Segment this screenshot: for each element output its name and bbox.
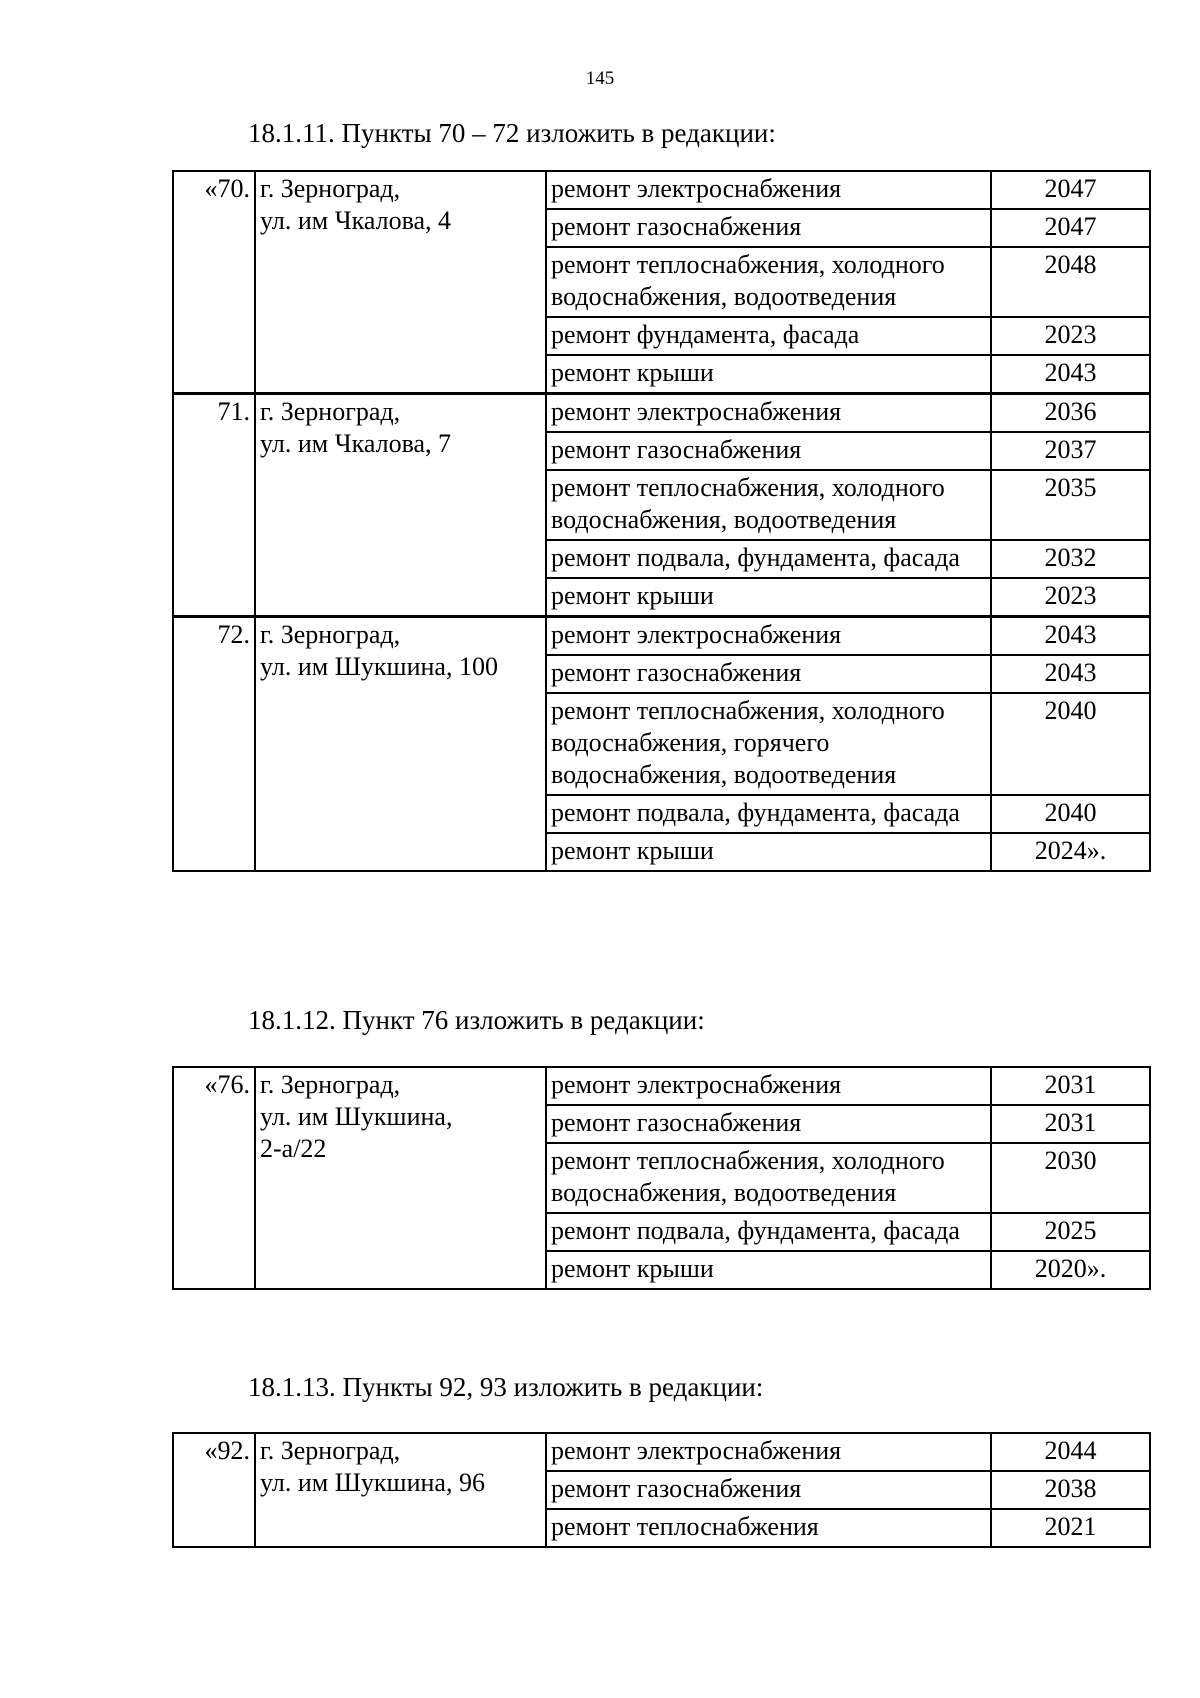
item-address: г. Зерноград, ул. им Шукшина, 100 [255, 617, 546, 872]
page-number: 145 [585, 68, 615, 89]
work-year: 2047 [991, 209, 1150, 247]
work-type: ремонт подвала, фундамента, фасада [546, 795, 991, 833]
work-year: 2021 [991, 1509, 1150, 1547]
items-table [172, 1432, 1151, 1548]
work-type: ремонт подвала, фундамента, фасада [546, 1213, 991, 1251]
work-year: 2032 [991, 540, 1150, 578]
work-type: ремонт теплоснабжения [546, 1509, 991, 1547]
items-table [172, 1066, 1151, 1290]
work-type: ремонт газоснабжения [546, 655, 991, 693]
work-year: 2023 [991, 317, 1150, 355]
table-row [173, 617, 1150, 656]
work-type: ремонт электроснабжения [546, 394, 991, 433]
work-year: 2037 [991, 432, 1150, 470]
work-year: 2038 [991, 1471, 1150, 1509]
work-type: ремонт электроснабжения [546, 1067, 991, 1105]
work-year: 2031 [991, 1067, 1150, 1105]
work-type: ремонт крыши [546, 1251, 991, 1289]
item-number: «70. [173, 171, 255, 394]
work-year: 2044 [991, 1433, 1150, 1471]
work-type: ремонт электроснабжения [546, 171, 991, 209]
work-type: ремонт газоснабжения [546, 209, 991, 247]
table-row [173, 1067, 1150, 1105]
work-year: 2025 [991, 1213, 1150, 1251]
work-type: ремонт подвала, фундамента, фасада [546, 540, 991, 578]
section-heading: 18.1.12. Пункт 76 изложить в редакции: [248, 1005, 705, 1035]
work-type: ремонт крыши [546, 833, 991, 871]
work-year: 2043 [991, 617, 1150, 656]
section-heading: 18.1.11. Пункты 70 – 72 изложить в редакции: [248, 118, 776, 148]
work-year: 2043 [991, 655, 1150, 693]
table-row [173, 171, 1150, 209]
item-number: 71. [173, 394, 255, 617]
work-type: ремонт фундамента, фасада [546, 317, 991, 355]
item-address: г. Зерноград, ул. им Чкалова, 4 [255, 171, 546, 394]
item-address: г. Зерноград, ул. им Шукшина, 96 [255, 1433, 546, 1547]
table-row [173, 394, 1150, 433]
work-year: 2024». [991, 833, 1150, 871]
work-type: ремонт электроснабжения [546, 617, 991, 656]
work-type: ремонт газоснабжения [546, 432, 991, 470]
work-year: 2031 [991, 1105, 1150, 1143]
item-number: «76. [173, 1067, 255, 1289]
section-heading: 18.1.13. Пункты 92, 93 изложить в редакции: [248, 1372, 764, 1402]
work-year: 2030 [991, 1143, 1150, 1213]
item-number: «92. [173, 1433, 255, 1547]
work-type: ремонт теплоснабжения, холодного водоснабжения, водоотведения [546, 1143, 991, 1213]
table-row [173, 1433, 1150, 1471]
work-type: ремонт теплоснабжения, холодного водоснабжения, горячего водоснабжения, водоотведения [546, 693, 991, 795]
work-year: 2035 [991, 470, 1150, 540]
work-type: ремонт теплоснабжения, холодного водоснабжения, водоотведения [546, 470, 991, 540]
work-type: ремонт газоснабжения [546, 1105, 991, 1143]
work-type: ремонт крыши [546, 578, 991, 617]
work-type: ремонт электроснабжения [546, 1433, 991, 1471]
work-year: 2023 [991, 578, 1150, 617]
work-type: ремонт крыши [546, 355, 991, 394]
work-year: 2043 [991, 355, 1150, 394]
work-year: 2048 [991, 247, 1150, 317]
work-type: ремонт теплоснабжения, холодного водоснабжения, водоотведения [546, 247, 991, 317]
items-table [172, 170, 1151, 872]
work-year: 2036 [991, 394, 1150, 433]
work-year: 2047 [991, 171, 1150, 209]
work-year: 2040 [991, 693, 1150, 795]
item-number: 72. [173, 617, 255, 872]
item-address: г. Зерноград, ул. им Шукшина, 2-а/22 [255, 1067, 546, 1289]
item-address: г. Зерноград, ул. им Чкалова, 7 [255, 394, 546, 617]
work-year: 2020». [991, 1251, 1150, 1289]
work-year: 2040 [991, 795, 1150, 833]
work-type: ремонт газоснабжения [546, 1471, 991, 1509]
